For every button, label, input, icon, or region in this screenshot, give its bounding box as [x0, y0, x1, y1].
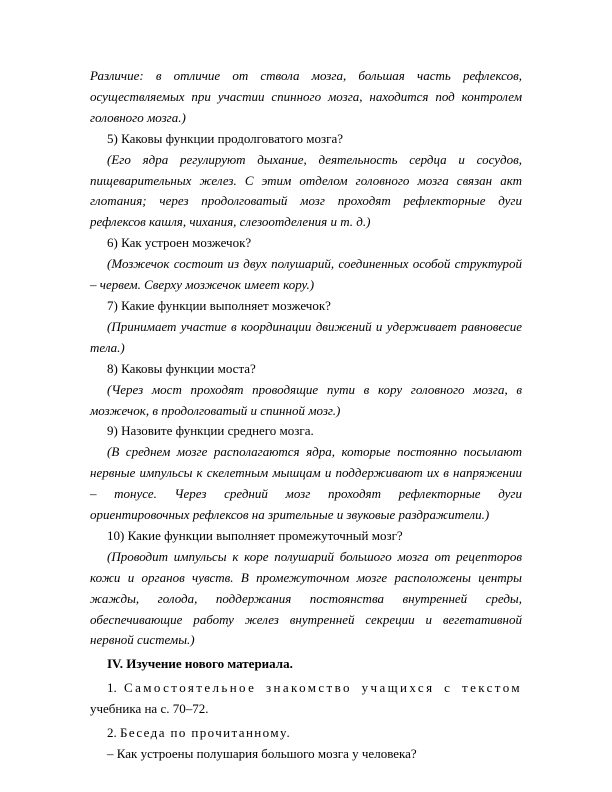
answer-8: (Через мост проходят проводящие пути в кору головного мозга, в мозжечок, в продолговатый и спинной мозг.) [90, 381, 522, 418]
question-5: 5) Каковы функции продолговатого мозга? [107, 130, 344, 146]
paragraph-difference: Различие: в отличие от ствола мозга, большая часть рефлексов, осуществляемых при участии спинного мозга, находится под контролем головного мозга.) [90, 68, 522, 125]
question-8: 8) Каковы функции моста? [107, 360, 256, 376]
answer-5: (Его ядра регулируют дыхание, деятельность сердца и сосудов, пищеварительных желез. С этим отделом головного мозга связан акт глотания; через продолговатый мозг проходят рефлекторные дуги рефлексов кашля, чихания, слезоотделения и т. д.) [90, 151, 522, 230]
item-1-number: 1. [107, 680, 117, 696]
item-1 [90, 678, 522, 720]
answer-9: (В среднем мозге располагаются ядра, которые постоянно посылают нервные импульсы к скелетным мышцам и поддерживают их в напряжении – тонусе. Через средний мозг проходят рефлекторные дуги ориентировочных рефлексов на зрительные и звуковые раздражители.) [90, 444, 522, 523]
question-9: 9) Назовите функции среднего мозга. [107, 423, 314, 439]
question-7: 7) Какие функции выполняет мозжечок? [107, 297, 331, 313]
last-question: – Как устроены полушария большого мозга у человека? [107, 746, 417, 761]
item-2 [90, 723, 522, 744]
question-6: 6) Как устроен мозжечок? [107, 235, 252, 251]
answer-7: (Принимает участие в координации движений и удерживает равновесие тела.) [90, 318, 522, 355]
item-1-rest: учебника на с. 70–72. [90, 701, 209, 717]
document-page [90, 66, 522, 765]
question-10: 10) Какие функции выполняет промежуточный мозг? [107, 527, 403, 543]
item-1-spaced-text: Самостоятельное знакомство учащихся с текстом [124, 680, 522, 696]
item-2-number: 2. [107, 725, 117, 741]
answer-6: (Мозжечок состоит из двух полушарий, соединенных особой структурой – червем. Сверху мозжечок имеет кору.) [90, 256, 522, 293]
answer-10: (Проводит импульсы к коре полушарий большого мозга от рецепторов кожи и органов чувств. В промежуточном мозге расположены центры жажды, голода, поддержания постоянства внутренней среды, обеспечивающие работу желез внутренней секреции и вегетативной нервной системы.) [90, 548, 522, 648]
item-2-spaced-text: Беседа по прочитанному. [120, 725, 292, 741]
section-heading: IV. Изучение нового материала. [107, 656, 293, 672]
